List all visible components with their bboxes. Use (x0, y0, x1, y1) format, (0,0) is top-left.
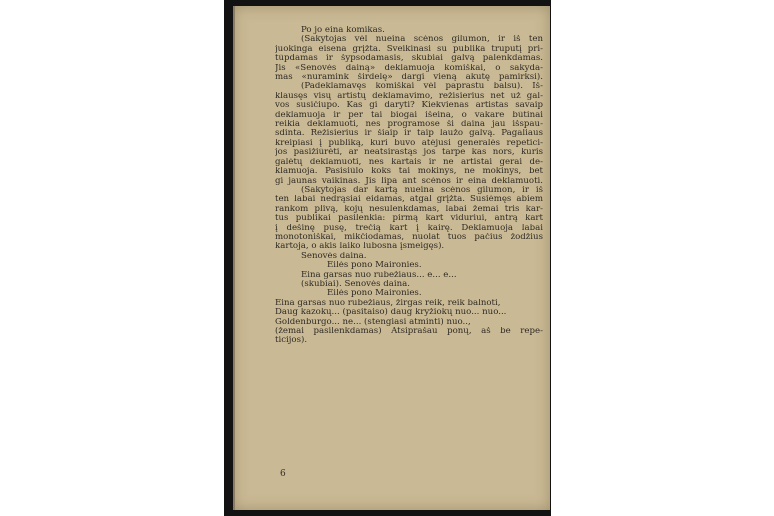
text-line: juokinga eisena grįžta. Sveikinasi su publika truputį pri- (275, 44, 543, 54)
text-line: Daug kazokų... (pasitaiso) daug kryžiokų nuo... nuo... (275, 308, 507, 318)
text-line: (skubiai). Senovės daina. (301, 279, 410, 289)
text-line: gi jaunas vaikinas. Jis lipa ant scėnos ir eina deklamuoti. (275, 176, 543, 186)
text-line: klausęs visų artistų deklamavimo, režisierius net už gal- (275, 91, 543, 101)
text-line: reikia deklamuoti, nes programose ši daina jau išspau- (275, 120, 543, 130)
text-line: Eilės pono Maironies. (327, 261, 422, 271)
text-line: ticijos). (275, 336, 308, 346)
text-line: (Padeklamavęs komiškai vėl paprastu balsu). Iš- (301, 82, 543, 92)
text-line: monotoniškai, mikčiodamas, nuolat tuos pačius žodžius (275, 232, 543, 242)
text-line: (Sakytojas dar kartą nueina scėnos gilumon, ir iš (301, 185, 543, 195)
text-line: (žemai pasilenkdamas) Atsiprašau ponų, aš be repe- (275, 327, 543, 336)
text-line: Eina garsas nuo rubežiaus, žirgas reik, reik balnoti, (275, 298, 501, 308)
text-line: mas «nuramink širdelę» dargi vieną akutę pamirksi). (275, 73, 543, 83)
text-line: deklamuoja ir per tai biogai išeina, o vakare būtinai (275, 110, 543, 120)
page-text (275, 26, 543, 346)
text-line: Eina garsas nuo rubežiaus... e... e... (301, 270, 457, 280)
page-edge (233, 6, 235, 510)
text-line: Po jo eina komikas. (301, 26, 385, 35)
text-line: Jis «Senovės dainą» deklamuoja komiškai, o sakyda- (275, 63, 543, 73)
page-number: 6 (280, 469, 286, 479)
text-line: (Sakytojas vėl nueina scėnos gilumon, ir iš ten (301, 35, 543, 45)
text-line: Senovės daina. (301, 251, 367, 261)
text-line: vos susičiupo. Kas gi daryti? Kiekvienas artistas savaip (275, 101, 543, 111)
text-line: klamuoja. Pasisiūlo koks tai mokinys, ne mokinys, bet (275, 167, 543, 177)
text-line: rankom plivą, kojų nesulenkdamas, labai žemai tris kar- (275, 204, 543, 214)
text-line: į dešinę pusę, trečią kart į kairę. Deklamuoja labai (275, 223, 543, 233)
text-line: kreipiasi į publiką, kuri buvo atėjusi generalės repetici- (275, 138, 543, 148)
text-line: ten labai nedrąsiai eidamas, atgal grįžta. Susiėmęs abiem (275, 195, 543, 205)
text-line: galėtų deklamuoti, nes kartais ir ne artistai gerai de- (275, 157, 543, 167)
text-line: sdinta. Režisierius ir šiaip ir taip laužo galvą. Pagaliaus (275, 129, 543, 139)
text-line: tūpdamas ir šypsodamasis, skubiai galvą palenkdamas. (275, 54, 543, 64)
text-line: jos pasižiūrėti, ar neatsirastąs jos tarpe kas nors, kuris (275, 148, 543, 158)
text-line: kartoja, o akis laiko lubosna įsmeigęs). (275, 242, 445, 252)
text-line: Goldenburgo... ne... (stengiasi atminti) nuo.., (275, 317, 471, 327)
text-line: tus publikai pasilenkia: pirmą kart viduriui, antrą kart (275, 214, 543, 224)
text-line: Eilės pono Maironies. (327, 289, 422, 299)
